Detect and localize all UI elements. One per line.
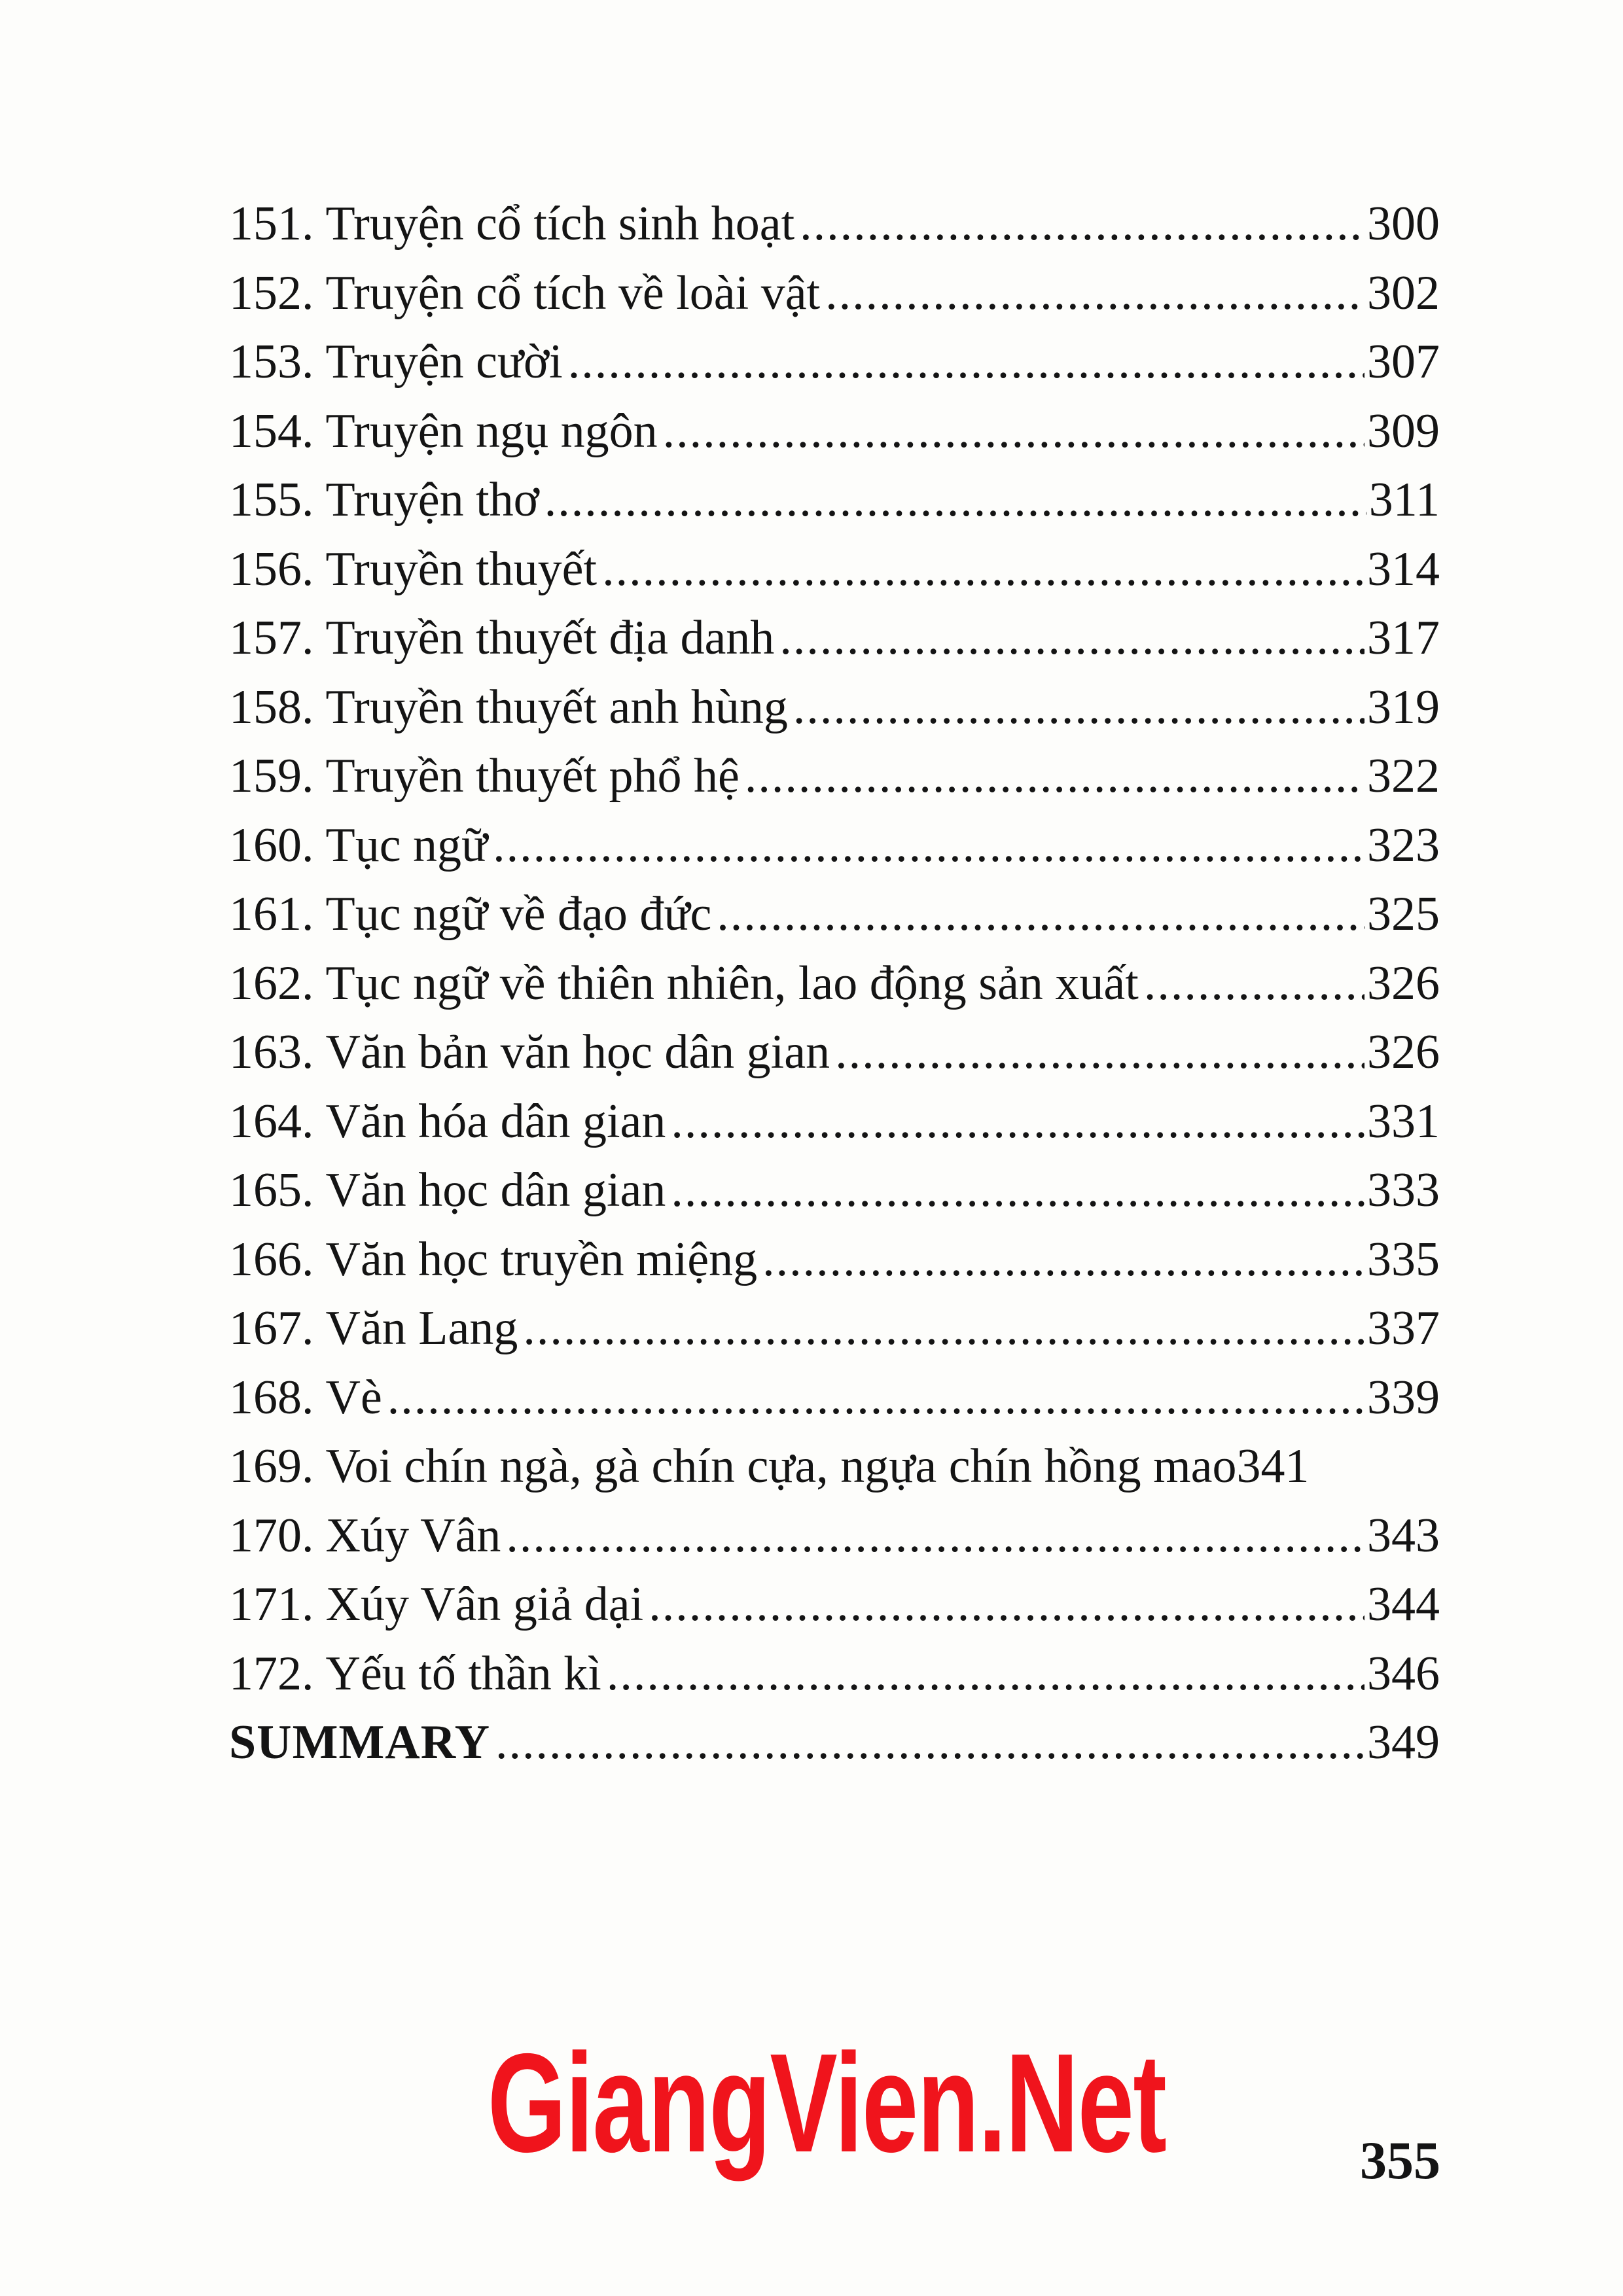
toc-entry-152 bbox=[229, 259, 1440, 328]
watermark: GiangVien.Net bbox=[488, 2024, 1166, 2181]
dot-leader bbox=[544, 466, 1366, 535]
toc-entry-title: Tục ngữ về thiên nhiên, lao động sản xuất bbox=[325, 956, 1139, 1010]
toc-entry-title: Vè bbox=[325, 1370, 382, 1424]
toc-entry-title: Truyện cười bbox=[325, 335, 563, 389]
toc-entry-page: 326 bbox=[1367, 1025, 1440, 1079]
toc-entry-number: 155. bbox=[229, 473, 314, 527]
toc-entry-165 bbox=[229, 1156, 1440, 1226]
dot-leader bbox=[607, 1640, 1364, 1709]
toc-entry-171 bbox=[229, 1570, 1440, 1640]
dot-leader bbox=[717, 880, 1364, 949]
dot-leader bbox=[825, 259, 1364, 328]
dot-leader bbox=[493, 811, 1364, 881]
dot-leader bbox=[793, 673, 1364, 743]
toc-entry-title: Tục ngữ về đạo đức bbox=[325, 887, 712, 941]
toc-entry-number: 153. bbox=[229, 335, 314, 389]
dot-leader bbox=[1144, 949, 1364, 1019]
toc-entry-156 bbox=[229, 535, 1440, 605]
toc-entry-title: Voi chín ngà, gà chín cựa, ngựa chín hồng mao bbox=[325, 1439, 1237, 1493]
toc-entry-page: 333 bbox=[1367, 1163, 1440, 1217]
toc-entry-title: Truyện cổ tích về loài vật bbox=[325, 266, 821, 320]
toc-entry-number: 169. bbox=[229, 1439, 314, 1493]
toc-entry-number: 165. bbox=[229, 1163, 314, 1217]
toc-entry-title: Truyện ngụ ngôn bbox=[325, 404, 658, 458]
dot-leader bbox=[800, 190, 1364, 259]
dot-leader bbox=[745, 742, 1364, 811]
toc-entry-page: 311 bbox=[1368, 473, 1440, 527]
toc-entry-number: 154. bbox=[229, 404, 314, 458]
toc-entry-title: Văn bản văn học dân gian bbox=[325, 1025, 830, 1079]
toc-entry-number: 152. bbox=[229, 266, 314, 320]
toc-entry-170 bbox=[229, 1502, 1440, 1571]
toc-entry-167 bbox=[229, 1294, 1440, 1364]
toc-entry-page: 309 bbox=[1367, 404, 1440, 458]
toc-entry-159 bbox=[229, 742, 1440, 811]
toc-entry-title: Truyền thuyết anh hùng bbox=[325, 680, 788, 734]
dot-leader bbox=[663, 397, 1364, 467]
toc-entry-151 bbox=[229, 190, 1440, 259]
toc-entry-number: 167. bbox=[229, 1301, 314, 1355]
toc-entry-page: 300 bbox=[1367, 197, 1440, 251]
dot-leader bbox=[762, 1226, 1364, 1295]
toc-entry-number: 164. bbox=[229, 1094, 314, 1148]
toc-entry-number: 168. bbox=[229, 1370, 314, 1424]
toc-entry-169 bbox=[229, 1432, 1440, 1502]
table-of-contents bbox=[229, 190, 1440, 1778]
toc-entry-page: 307 bbox=[1367, 335, 1440, 389]
toc-entry-page: 317 bbox=[1367, 611, 1440, 665]
toc-entry-page: 331 bbox=[1367, 1094, 1440, 1148]
dot-leader bbox=[649, 1570, 1364, 1640]
toc-entry-number: 161. bbox=[229, 887, 314, 941]
toc-entry-page: 302 bbox=[1367, 266, 1440, 320]
dot-leader bbox=[523, 1294, 1364, 1364]
toc-entry-153 bbox=[229, 328, 1440, 397]
toc-entry-title: Truyền thuyết bbox=[325, 542, 597, 596]
toc-entry-164 bbox=[229, 1087, 1440, 1157]
toc-entry-title: Truyện cổ tích sinh hoạt bbox=[325, 197, 795, 251]
toc-entry-number: 151. bbox=[229, 197, 314, 251]
toc-entry-title: Văn Lang bbox=[325, 1301, 518, 1355]
toc-entry-title: Văn học truyền miệng bbox=[325, 1232, 758, 1286]
toc-entry-155 bbox=[229, 466, 1440, 535]
toc-entry-title: Truyền thuyết phổ hệ bbox=[325, 749, 740, 803]
dot-leader bbox=[602, 535, 1364, 605]
toc-entry-160 bbox=[229, 811, 1440, 881]
toc-entry-page: 322 bbox=[1367, 749, 1440, 803]
toc-entry-172 bbox=[229, 1640, 1440, 1709]
toc-entry-page: 344 bbox=[1367, 1578, 1440, 1631]
toc-entry-number: 172. bbox=[229, 1646, 314, 1701]
toc-entry-title: Truyền thuyết địa danh bbox=[325, 611, 775, 665]
toc-entry-title: Xúy Vân giả dại bbox=[325, 1578, 644, 1631]
toc-entry-title: Truyện thơ bbox=[325, 473, 539, 527]
toc-entry-168 bbox=[229, 1364, 1440, 1433]
dot-leader bbox=[671, 1156, 1364, 1226]
toc-entry-158 bbox=[229, 673, 1440, 743]
toc-entry-title: Tục ngữ bbox=[325, 818, 488, 872]
dot-leader bbox=[779, 604, 1364, 673]
toc-entry-page: 323 bbox=[1367, 818, 1440, 872]
toc-entry-166 bbox=[229, 1226, 1440, 1295]
dot-leader bbox=[671, 1087, 1364, 1157]
page-number: 355 bbox=[1360, 2130, 1440, 2190]
toc-entry-number: 163. bbox=[229, 1025, 314, 1079]
toc-entry-page: 337 bbox=[1367, 1301, 1440, 1355]
toc-summary-page: 349 bbox=[1367, 1716, 1440, 1769]
toc-entry-154 bbox=[229, 397, 1440, 467]
toc-entry-number: 158. bbox=[229, 680, 314, 734]
toc-entry-page: 341 bbox=[1236, 1439, 1310, 1493]
toc-entry-number: 156. bbox=[229, 542, 314, 596]
toc-entry-title: Xúy Vân bbox=[325, 1508, 501, 1563]
toc-entry-title: Yếu tố thần kì bbox=[325, 1646, 601, 1701]
dot-leader bbox=[495, 1708, 1364, 1778]
toc-entry-number: 170. bbox=[229, 1508, 314, 1563]
toc-entry-number: 160. bbox=[229, 818, 314, 872]
toc-entry-title: Văn học dân gian bbox=[325, 1163, 666, 1217]
toc-entry-page: 339 bbox=[1367, 1370, 1440, 1424]
toc-entry-162 bbox=[229, 949, 1440, 1019]
toc-entry-page: 346 bbox=[1367, 1646, 1440, 1701]
toc-entry-page: 326 bbox=[1367, 956, 1440, 1010]
toc-entry-number: 157. bbox=[229, 611, 314, 665]
toc-entry-title: Văn hóa dân gian bbox=[325, 1094, 666, 1148]
toc-entry-page: 335 bbox=[1367, 1232, 1440, 1286]
toc-entry-page: 319 bbox=[1367, 680, 1440, 734]
toc-entry-page: 325 bbox=[1367, 887, 1440, 941]
toc-entry-summary bbox=[229, 1708, 1440, 1778]
toc-entry-page: 314 bbox=[1367, 542, 1440, 596]
toc-entry-163 bbox=[229, 1018, 1440, 1087]
dot-leader bbox=[506, 1502, 1364, 1571]
dot-leader bbox=[568, 328, 1364, 397]
dot-leader bbox=[835, 1018, 1364, 1087]
toc-entry-157 bbox=[229, 604, 1440, 673]
toc-entry-number: 159. bbox=[229, 749, 314, 803]
toc-entry-number: 162. bbox=[229, 956, 314, 1010]
toc-entry-161 bbox=[229, 880, 1440, 949]
toc-summary-title: SUMMARY bbox=[229, 1716, 491, 1769]
toc-entry-number: 166. bbox=[229, 1232, 314, 1286]
toc-entry-page: 343 bbox=[1367, 1508, 1440, 1563]
dot-leader bbox=[387, 1364, 1364, 1433]
toc-entry-number: 171. bbox=[229, 1578, 314, 1631]
